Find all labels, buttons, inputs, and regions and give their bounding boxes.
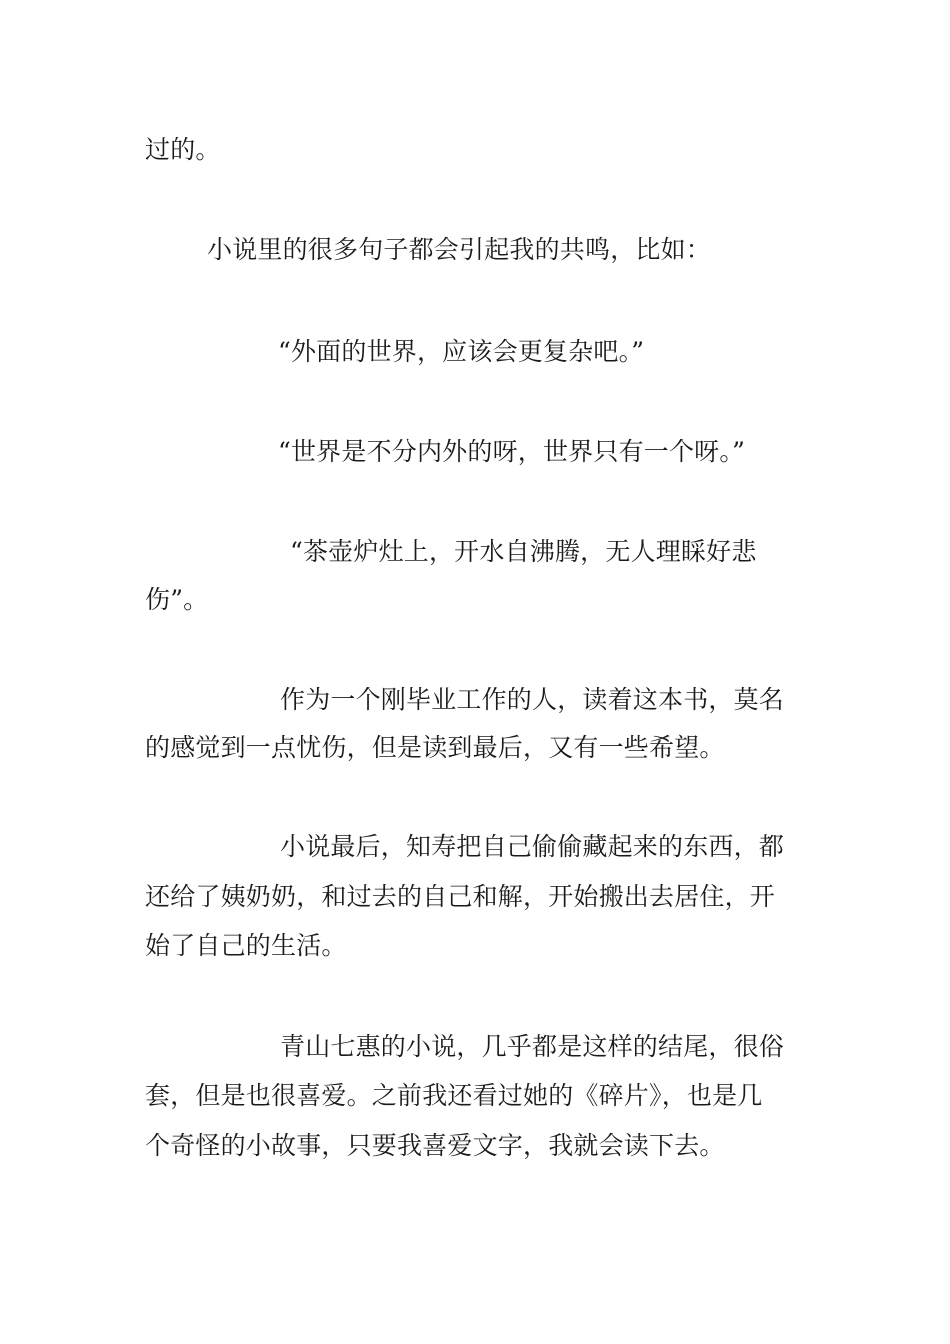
paragraph-line: 还给了姨奶奶，和过去的自己和解，开始搬出去居住，开 <box>145 882 776 911</box>
paragraph-line: 作为一个刚毕业工作的人，读着这本书，莫名 <box>280 685 785 714</box>
quote-line: “茶壶炉灶上，开水自沸腾，无人理睬好悲 <box>290 537 757 566</box>
paragraph-line: 小说里的很多句子都会引起我的共鸣，比如： <box>207 235 712 264</box>
paragraph-line: 小说最后，知寿把自己偷偷藏起来的东西，都 <box>280 832 785 861</box>
paragraph-line: 过的。 <box>145 135 221 164</box>
paragraph-line: 个奇怪的小故事，只要我喜爱文字，我就会读下去。 <box>145 1131 725 1160</box>
paragraph-line: 始了自己的生活。 <box>145 931 347 960</box>
paragraph-line: 套，但是也很喜爱。之前我还看过她的《碎片》，也是几 <box>145 1081 763 1110</box>
quote-line: “世界是不分内外的呀，世界只有一个呀。” <box>278 437 746 466</box>
quote-line: 伤”。 <box>145 585 209 614</box>
paragraph-line: 的感觉到一点忧伤，但是读到最后，又有一些希望。 <box>145 733 725 762</box>
quote-line: “外面的世界，应该会更复杂吧。” <box>278 337 645 366</box>
paragraph-line: 青山七惠的小说，几乎都是这样的结尾，很俗 <box>280 1032 785 1061</box>
